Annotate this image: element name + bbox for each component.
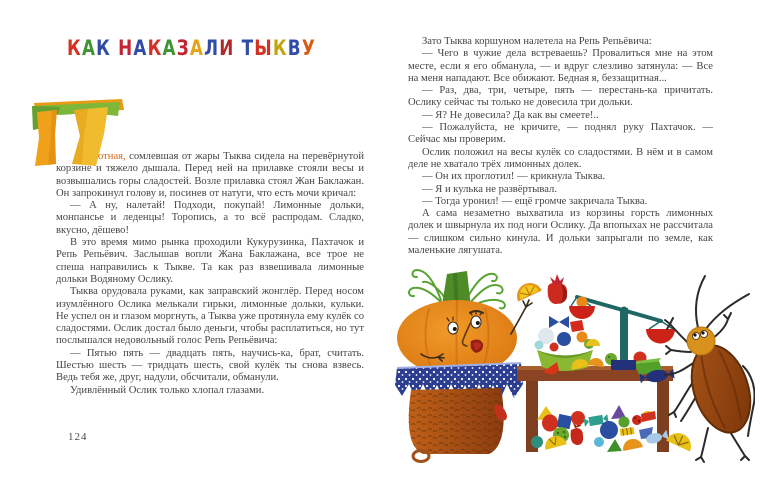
scattered-candies xyxy=(531,405,695,452)
paragraph: Ослик положил на весы кулёк со сладостями. В нём и в самом деле не хватало трёх лимонных долек. xyxy=(408,146,713,170)
title-letter: А xyxy=(162,36,177,60)
title-letter: К xyxy=(272,36,288,60)
paragraph: — Пятью пять — двадцать пять, научись-ка, брат, считать. Шестью шесть — тридцать шесть, свой кулёк ты снова взвесь. Ведь тебя же, друг, надули, обсчитали, обманули. xyxy=(56,347,364,384)
paragraph: — А ну, налетай! Подходи, покупай! Лимонные дольки, монпансье и леденцы! Торопись, а то всё распродам. Сладко, вкусно, дёшево! xyxy=(56,200,364,236)
paragraph: Удивлённый Ослик только хлопал глазами. xyxy=(70,384,265,396)
title-letter xyxy=(111,36,118,60)
paragraph: Зато Тыква коршуном налетела на Репь Репьёвича: xyxy=(422,36,652,47)
paragraph-text: сомлевшая от жары Тыква сидела на перевёрнутой корзине и тяжело дышала. Перед ней на прилавке стояли весы и возвышались горы сладостей. Возле прилавка стоял Жан Баклажан. Он запрокинул голову и, посинев от натуги, что есть мочи кричал: xyxy=(56,151,364,199)
beetle-body xyxy=(681,338,755,440)
title-letter: К xyxy=(147,36,163,60)
paragraph: — Пожалуйста, не кричите, — поднял руку Пахтачок. — Сейчас мы проверим. xyxy=(408,122,713,146)
upturned-basket xyxy=(409,388,504,462)
title-letter: Л xyxy=(204,36,220,60)
title-letter: А xyxy=(81,36,97,60)
paragraph: — Чего в чужие дела встреваешь? Провалиться мне на этом месте, если я его обманула, — и вдруг слезливо затянула: — Все на меня нападают. Все обижают. Бедная я, беззащитная... xyxy=(408,48,713,84)
chapter-title xyxy=(67,37,316,59)
paragraph: — Я? Не довесила? Да как вы смеете!.. xyxy=(422,109,599,121)
title-letter: И xyxy=(219,36,235,60)
paragraph: В это время мимо рынка проходили Кукурузинка, Пахтачок и Репь Репьёвич. Заслышав вопли Жана Баклажана, все трое не спеша направились к Тыкве. Та как раз взвешивала лимонные дольки Водяному Ослику. xyxy=(56,237,364,285)
paragraph: А сама незаметно выхватила из корзины горсть лимонных долек и швырнула их под ноги Ослику. Да впопыхах не рассчитала — слишком сильно кинула. И дольки запрыгали по земле, как маленькие лягушата. xyxy=(408,208,713,257)
title-letter: В xyxy=(287,36,302,60)
pomegranate-candy xyxy=(548,274,567,304)
paragraph: — Я и кулька не развёртывал. xyxy=(422,183,557,195)
candy-pile-on-table xyxy=(535,316,601,352)
right-page-text xyxy=(408,36,713,257)
paragraph: Тыква орудовала руками, как заправский жонглёр. Перед носом изумлённого Ослика мелькали гирьки, лимонные дольки, кульки. Не успел он и глазом моргнуть, а Тыква уже протянула ему кулёк со сладостями. Ослик достал было деньги, чтобы расплатиться, но тут послышался недовольный голос Репь Репьёвича: xyxy=(56,286,365,347)
page-number: 124 xyxy=(68,431,88,443)
title-letter: З xyxy=(176,36,190,60)
beetle-head xyxy=(687,327,715,355)
market-scene-illustration xyxy=(383,258,755,468)
paragraph xyxy=(56,151,364,200)
pumpkin-raised-arm xyxy=(511,300,532,334)
paragraph: — Раз, два, три, четыре, пять — перестань-ка причитать. Ослику сейчас ты только не довесила три дольки. xyxy=(408,85,713,109)
title-letter: А xyxy=(189,36,205,60)
title-letter: У xyxy=(301,36,316,60)
title-letter: Ы xyxy=(254,36,273,60)
title-letter: Т xyxy=(241,36,255,60)
title-letter: Н xyxy=(118,36,134,60)
drop-cap-lead-word: отная, xyxy=(98,151,126,162)
paragraph: — Тогда уронил! — ещё громче закричала Тыква. xyxy=(422,195,648,207)
title-letter: К xyxy=(96,36,112,60)
lemon-slice xyxy=(513,279,542,302)
title-letter: К xyxy=(67,36,82,60)
pumpkin-character xyxy=(395,270,532,462)
left-page-text xyxy=(56,151,364,397)
title-letter: А xyxy=(133,36,148,60)
paragraph: — Он их проглотил! — крикнула Тыква. xyxy=(422,171,606,183)
